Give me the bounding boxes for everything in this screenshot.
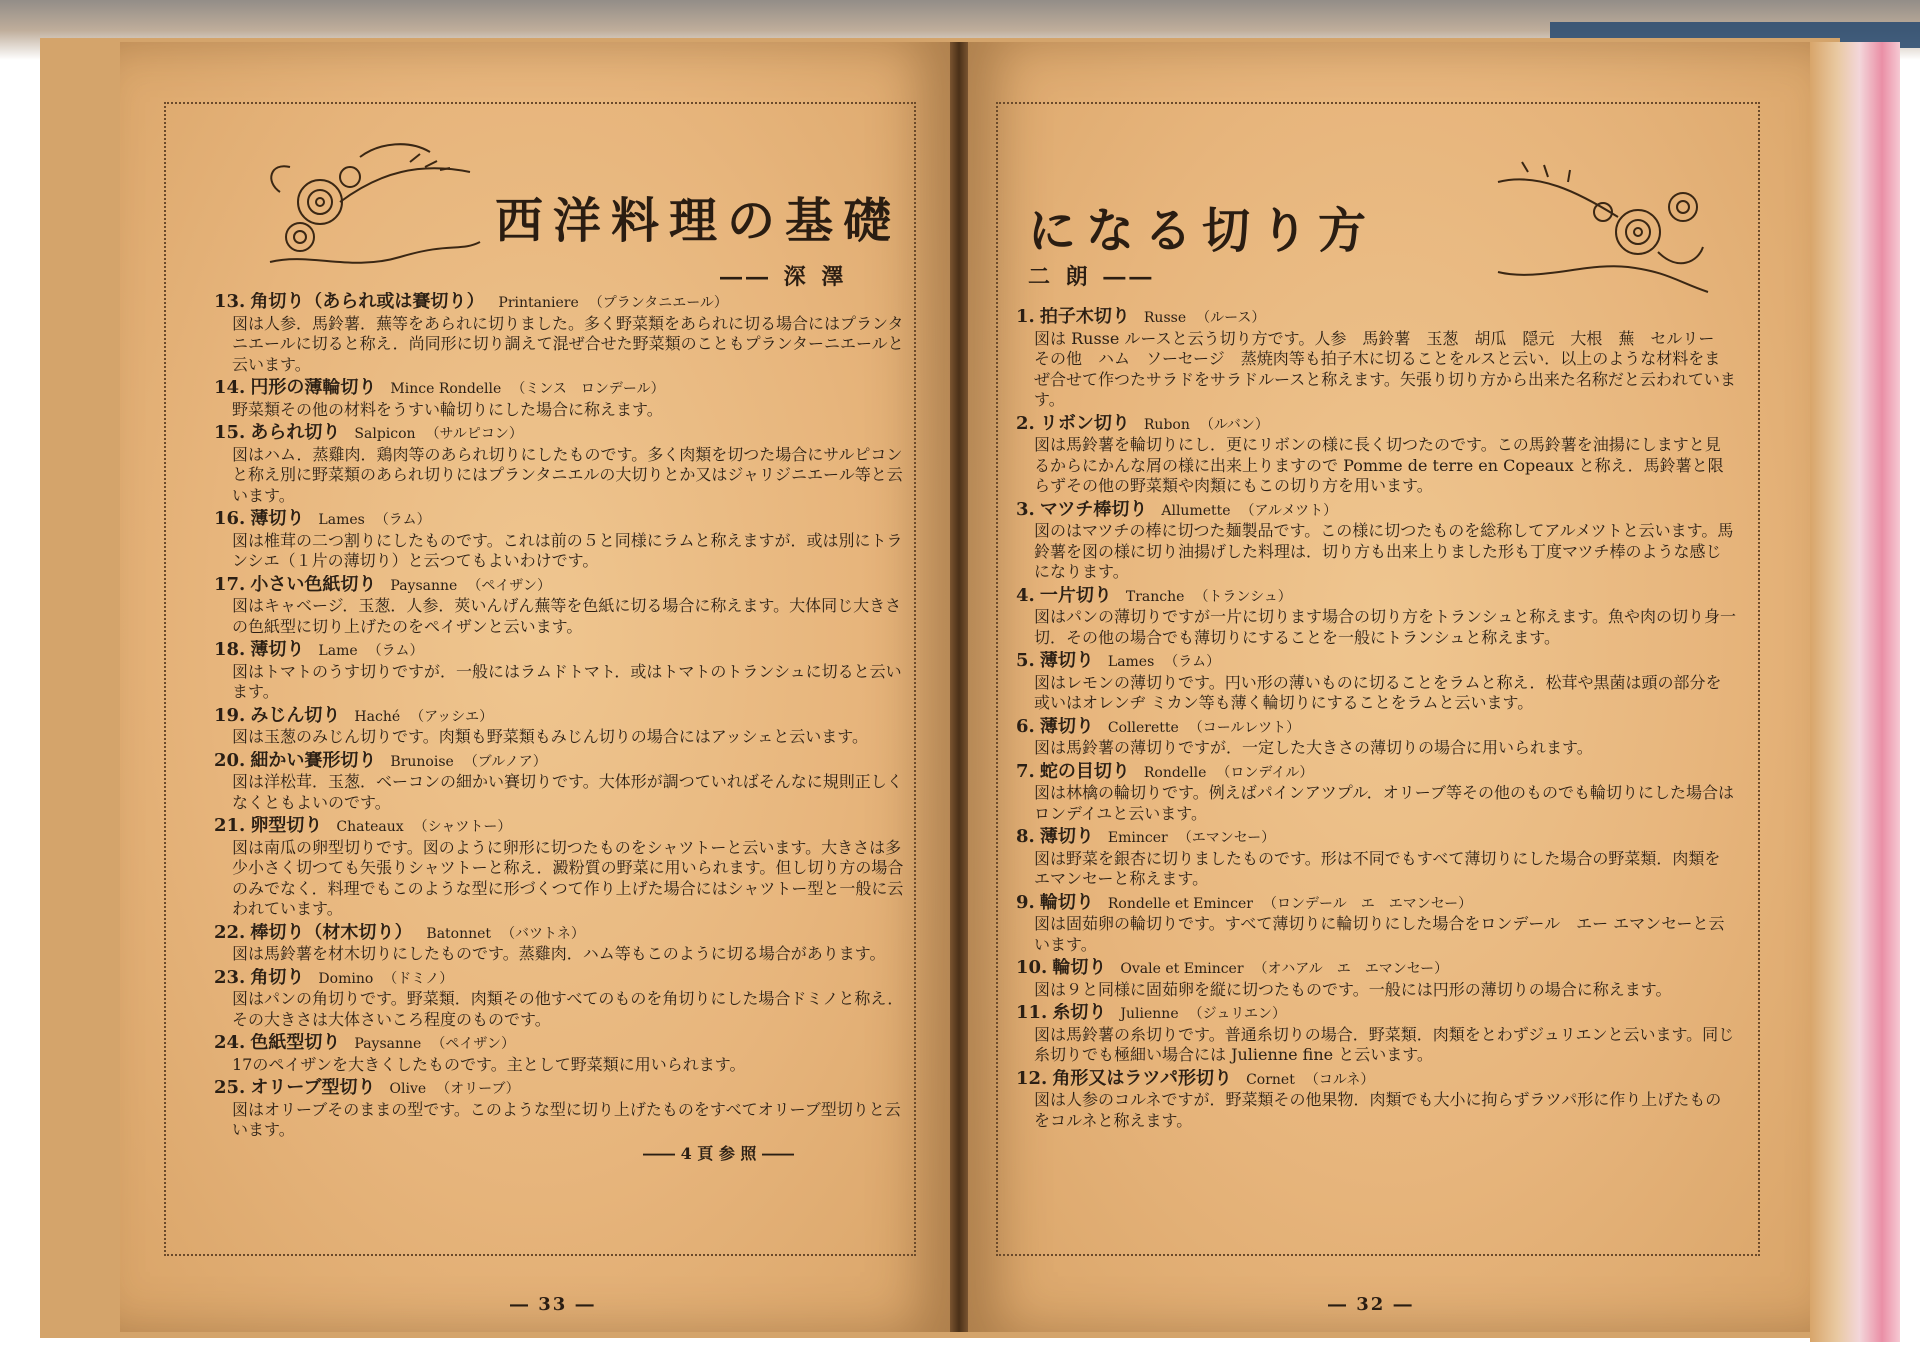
list-item: 7. 蛇の目切り Rondelle （ロンデイル） 図は林檎の輪切りです。例えばパインアツプル．オリーブ等その他のものでも輪切りにした場合はロンデイユと云います。 — [1016, 761, 1735, 823]
list-item: 9. 輪切り Rondelle et Emincer （ロンデール エ エマンセー） 図は固茹卵の輪切りです。すべて薄切りに輪切りにした場合をロンデール エー エマンセーと云います。 — [1016, 892, 1725, 954]
list-item: 1. 拍子木切り Russe （ルース） 図は Russe ルースと云う切り方です。人参 馬鈴薯 玉葱 胡瓜 隠元 大根 蕪 セルリー その他 ハム ソーセージ 蒸焼肉等も拍子木に切ることをルスと云い．以上のような材料をまぜ合せて作つたサラドをサラドルースと称えます。矢張り切り方から出来た名称だと云われています。 — [1016, 307, 1736, 409]
list-item: 2. リボン切り Rubon （ルバン） 図は馬鈴薯を輪切りにし．更にリボンの様に長く切つたのです。この馬鈴薯を油揚にしますと見るからにかんな屑の様に出来上りますので Pomme de terre en Copeaux と称え．馬鈴薯と限らずその他の野菜類や肉類にもこの切り方を用います。 — [1016, 413, 1724, 495]
author-name-left: ―― 深 澤 — [720, 264, 848, 290]
list-item: 19. みじん切り Haché （アッシエ） 図は玉葱のみじん切りです。肉類も野菜類もみじん切りの場合にはアッシェと云います。 — [214, 705, 869, 746]
list-item: 21. 卵型切り Chateaux （シャツトー） 図は南瓜の卵型切りです。図のように卵形に切つたものをシャツトーと云います。大きさは多少小さく切つても矢張りシャツトーと称え．澱粉質の野菜に用いられます。但し切り方の場合のみでなく．料理でもこのような型に形づくつて作り上げた場合にはシャツトー型と一般に云われています。 — [214, 816, 904, 918]
list-item: 23. 角切り Domino （ドミノ） 図はパンの角切りです。野菜類．肉類その他すべてのものを角切りにした場合ドミノと称え．その大きさは大体さいころ程度のものです。 — [214, 967, 904, 1029]
author-name-right: 二 朗 ―― — [1028, 264, 1156, 290]
list-item: 15. あられ切り Salpicon （サルピコン） 図はハム．蒸雞肉．鶏肉等のあられ切りにしたものです。多く肉類を切つた場合にサルピコンと称え別に野菜類のあられ切りにはプランタニエルの大切りとか又はジャリジニエール等と云います。 — [214, 423, 903, 505]
page-title-left: 西洋料理の基礎 — [495, 193, 902, 249]
list-item: 18. 薄切り Lame （ラム） 図はトマトのうす切りですが．一般にはラムドトマト．或はトマトのトランシュに切ると云います。 — [214, 640, 902, 701]
list-item: 14. 円形の薄輪切り Mince Rondelle （ミンス ロンデール） 野菜類その他の材料をうすい輪切りにした場合に称えます。 — [214, 378, 665, 419]
entry-list-right — [1016, 307, 1736, 1134]
list-item: 13. 角切り（あられ或は賽切り） Printaniere （プランタニエール） 図は人参．馬鈴薯．蕪等をあられに切りました。多く野菜類をあられに切る場合にはプランタニエールに切ると称え．尚同形に切り調えて混ぜ合せた野菜類のこともプランターニエールと云います。 — [214, 292, 904, 374]
list-item: 10. 輪切り Ovale et Emincer （オハアル エ エマンセー） 図は９と同様に固茹卵を縦に切つたものです。一般には円形の薄切りの場合に称えます。 — [1016, 958, 1672, 999]
right-page — [968, 42, 1810, 1332]
list-item: 5. 薄切り Lames （ラム） 図はレモンの薄切りです。円い形の薄いものに切ることをラムと称え．松茸や黒菌は頭の部分を或いはオレンヂ ミカン等も薄く輪切りにすることをラムと云います。 — [1016, 651, 1722, 712]
flower-ornament-icon — [1488, 152, 1718, 302]
page-title-right: になる切り方 — [1028, 203, 1377, 259]
list-item: 3. マツチ棒切り Allumette （アルメツト） 図のはマツチの棒に切つた麺製品です。この様に切つたものを総称してアルメツトと云います。馬鈴薯を図の様に切り油揚げした料理は．切り方も出来上りました形も丁度マツチ棒のような感じになります。 — [1016, 499, 1734, 581]
list-item: 4. 一片切り Tranche （トランシュ） 図はパンの薄切りですが一片に切ります場合の切り方をトランシュと称えます。魚や肉の切り身一切．その他の場合でも薄切りにすることを一般にトランシュと称えます。 — [1016, 585, 1737, 647]
list-item: 11. 糸切り Julienne （ジュリエン） 図は馬鈴薯の糸切りです。普通糸切りの場合．野菜類．肉類をとわずジュリエンと云います。同じ糸切りでも極細い場合には Julienne fine と云います。 — [1016, 1003, 1735, 1064]
list-item: 12. 角形又はラツパ形切り Cornet （コルネ） 図は人参のコルネですが．野菜類その他果物．肉類でも大小に拘らずラツパ形に作り上げたものをコルネと称えます。 — [1016, 1068, 1722, 1130]
left-page — [120, 42, 950, 1332]
list-item: 16. 薄切り Lames （ラム） 図は椎茸の二つ割りにしたものです。これは前の５と同様にラムと称えますが．或は別にトランシエ（１片の薄切り）と云つてもよいわけです。 — [214, 509, 903, 570]
list-item: 20. 細かい賽形切り Brunoise （ブルノア） 図は洋松茸．玉葱．ベーコンの細かい賽切りです。大体形が調つていればそんなに規則正しくなくともよいのです。 — [214, 750, 903, 812]
page-reference-note: ―― 4 頁 参 照 ―― — [643, 1143, 794, 1163]
flower-ornament-icon — [260, 132, 490, 282]
book-gutter — [950, 42, 968, 1332]
list-item: 22. 棒切り（材木切り） Batonnet （バツトネ） 図は馬鈴薯を材木切りにしたものです。蒸雞肉．ハム等もこのように切る場合があります。 — [214, 922, 886, 963]
entry-list-left — [214, 292, 904, 1164]
list-item: 25. オリーブ型切り Olive （オリーブ） 図はオリーブそのままの型です。このような型に切り上げたものをすべてオリーブ型切りと云います。 — [214, 1078, 901, 1139]
list-item: 17. 小さい色紙切り Paysanne （ペイザン） 図はキャベージ．玉葱．人参．莢いんげん蕪等を色紙に切る場合に称えます。大体同じ大きさの色紙型に切り上げたのをペイザンと云います。 — [214, 574, 902, 636]
pink-cover-edge — [1810, 42, 1900, 1342]
page-number-left: ― 33 ― — [510, 1294, 596, 1315]
list-item: 6. 薄切り Collerette （コールレツト） 図は馬鈴薯の薄切りですが．一定した大きさの薄切りの場合に用いられます。 — [1016, 716, 1593, 757]
list-item: 8. 薄切り Emincer （エマンセー） 図は野菜を銀杏に切りましたものです。形は不同でもすべて薄切りにした場合の野菜類．肉類をエマンセーと称えます。 — [1016, 827, 1721, 888]
page-number-right: ― 32 ― — [1328, 1294, 1414, 1315]
list-item: 24. 色紙型切り Paysanne （ペイザン） 17のペイザンを大きくしたものです。主として野菜類に用いられます。 — [214, 1033, 746, 1074]
